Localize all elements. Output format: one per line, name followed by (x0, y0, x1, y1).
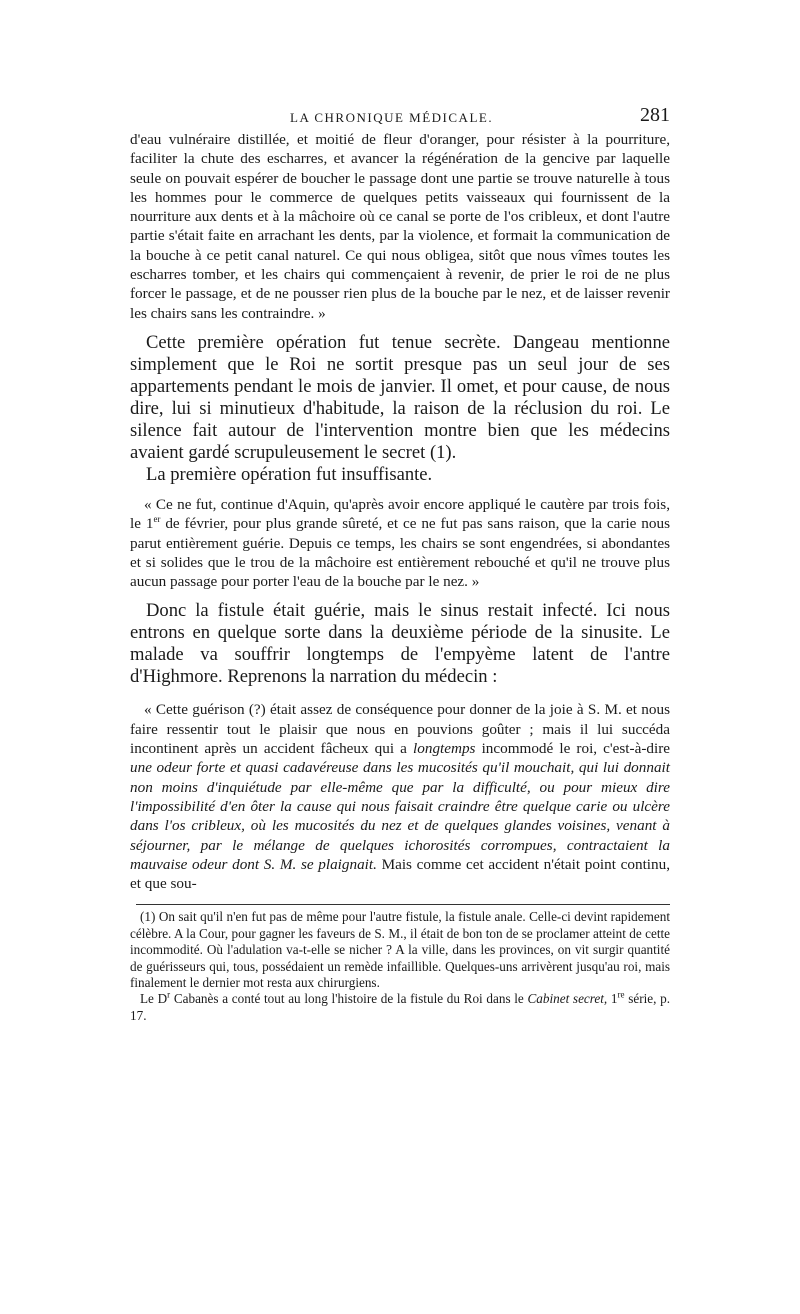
quote-4-text-a: « Ce ne fut, continue d'Aquin, qu'après avoir encore appliqué le cautère par trois fois, le 1 (130, 495, 670, 533)
footnote-2 (130, 991, 670, 1024)
body-paragraph-2: Cette première opération fut tenue secrète. Dangeau mentionne simplement que le Roi ne sortit presque pas un seul jour de ses appartements pendant le mois de janvier. Il omet, et pour cause, de nous dire, lui si minutieux d'habitude, la raison de la réclusion du roi. Le silence fait autour de l'intervention montre bien que les médecins avaient gardé scrupuleusement le secret (1). (130, 331, 670, 463)
quote-6-italic-2: une odeur forte et quasi cadavéreuse dans les mucosités qu'il mouchait, qui lui donnait non moins d'inquiétude par elle-même que par la difficulté, ou pour mieux dire l'impossibilité d'en ôter la cause qui nous faisait craindre être quelque carie ou ulcère dans l'os cribleux, où les mucosités du nez et de quelques glandes voisines, venant à séjourner, par le mélange de quelques ichorosités corrompues, contractaient la mauvaise odeur dont S. M. se plaignait. (130, 759, 670, 873)
body-paragraph-3: La première opération fut insuffisante. (146, 463, 433, 485)
footnote-2-text-c: 1 (607, 991, 618, 1007)
quote-paragraph-4 (130, 495, 670, 591)
footnote-1: (1) On sait qu'il n'en fut pas de même pour l'autre fistule, la fistule anale. Celle-ci devint rapidement célèbre. A la Cour, pour gagner les faveurs de S. M., il était de bon ton de se proclamer atteint de cette incommodité. Où l'adulation va-t-elle se nicher ? A la ville, dans les provinces, on vit surgir quantité de guérisseurs qui, tous, possédaient un remède infaillible. Quelques-uns arrivèrent jusqu'au roi, mais finalement le dernier mot resta aux chirurgiens. (130, 909, 670, 991)
page-number: 281 (640, 104, 670, 126)
body-paragraph-5: Donc la fistule était guérie, mais le sinus restait infecté. Ici nous entrons en quelque sorte dans la deuxième période de la sinusite. Le malade va souffrir longtemps de l'empyème latent de l'antre d'Highmore. Reprenons la narration du médecin : (130, 600, 670, 688)
running-title: LA CHRONIQUE MÉDICALE. (290, 110, 494, 125)
page (130, 100, 670, 1024)
footnote-2-text-a: Le D (140, 991, 168, 1007)
footnote-2-text-b: Cabanès a conté tout au long l'histoire de la fistule du Roi dans le (170, 991, 528, 1007)
footnote-2-superscript-2: re (617, 990, 625, 1001)
footnote-2-superscript-1: r (167, 990, 171, 1001)
quote-paragraph-6 (130, 700, 670, 893)
footnote-2-italic: Cabinet secret, (527, 991, 608, 1007)
footnotes (130, 909, 670, 1024)
quote-6-text-a: « Cette guérison (?) était assez de conséquence pour donner de la joie à S. M. et nous faire ressentir tout le plaisir que nous en pouvions goûter ; mais il lui succéda incontinent après un accident fâcheux qui a (130, 701, 670, 758)
quote-6-text-c: Mais comme cet accident n'était point continu, et que sou- (130, 855, 670, 893)
footnote-divider (136, 904, 670, 905)
quote-4-text-b: de février, pour plus grande sûreté, et ce ne fut pas sans raison, que la carie nous parut entièrement guérie. Depuis ce temps, les chairs se sont engendrées, si abondantes et si solides que le trou de la mâchoire est entièrement rebouché et qu'il ne trouve plus aucun passage pour porter l'eau de la bouche par le nez. » (130, 515, 670, 591)
quote-4-superscript: er (153, 514, 161, 525)
quote-paragraph-1: d'eau vulnéraire distillée, et moitié de fleur d'oranger, pour résister à la pourriture, faciliter la chute des escharres, et avancer la régénération de la gencive par laquelle seule on pouvait espérer de boucher le passage dont une partie se trouve naturelle à tous les hommes pour le commerce de quelques petits vaisseaux qui fournissent de la nourriture aux dents et à la mâchoire où ce canal se porte de l'os cribleux, et dont l'autre partie s'était faite en arrachant les dents, par la violence, et formait la communication de la bouche à ce petit canal naturel. Ce qui nous obligea, sitôt que nous vîmes toutes les escharres tomber, et les chairs qui commençaient à revenir, de prier le roi de ne plus forcer le passage, et de ne pousser rien plus de la bouche par le nez, et de laisser revenir les chairs sans les contraindre. » (130, 131, 670, 322)
running-head (130, 100, 670, 130)
quote-6-text-b: incommodé le roi, c'est-à-dire (475, 740, 670, 758)
quote-6-italic-1: longtemps (413, 740, 476, 758)
footnote-2-text-d: série, p. 17. (130, 991, 670, 1023)
